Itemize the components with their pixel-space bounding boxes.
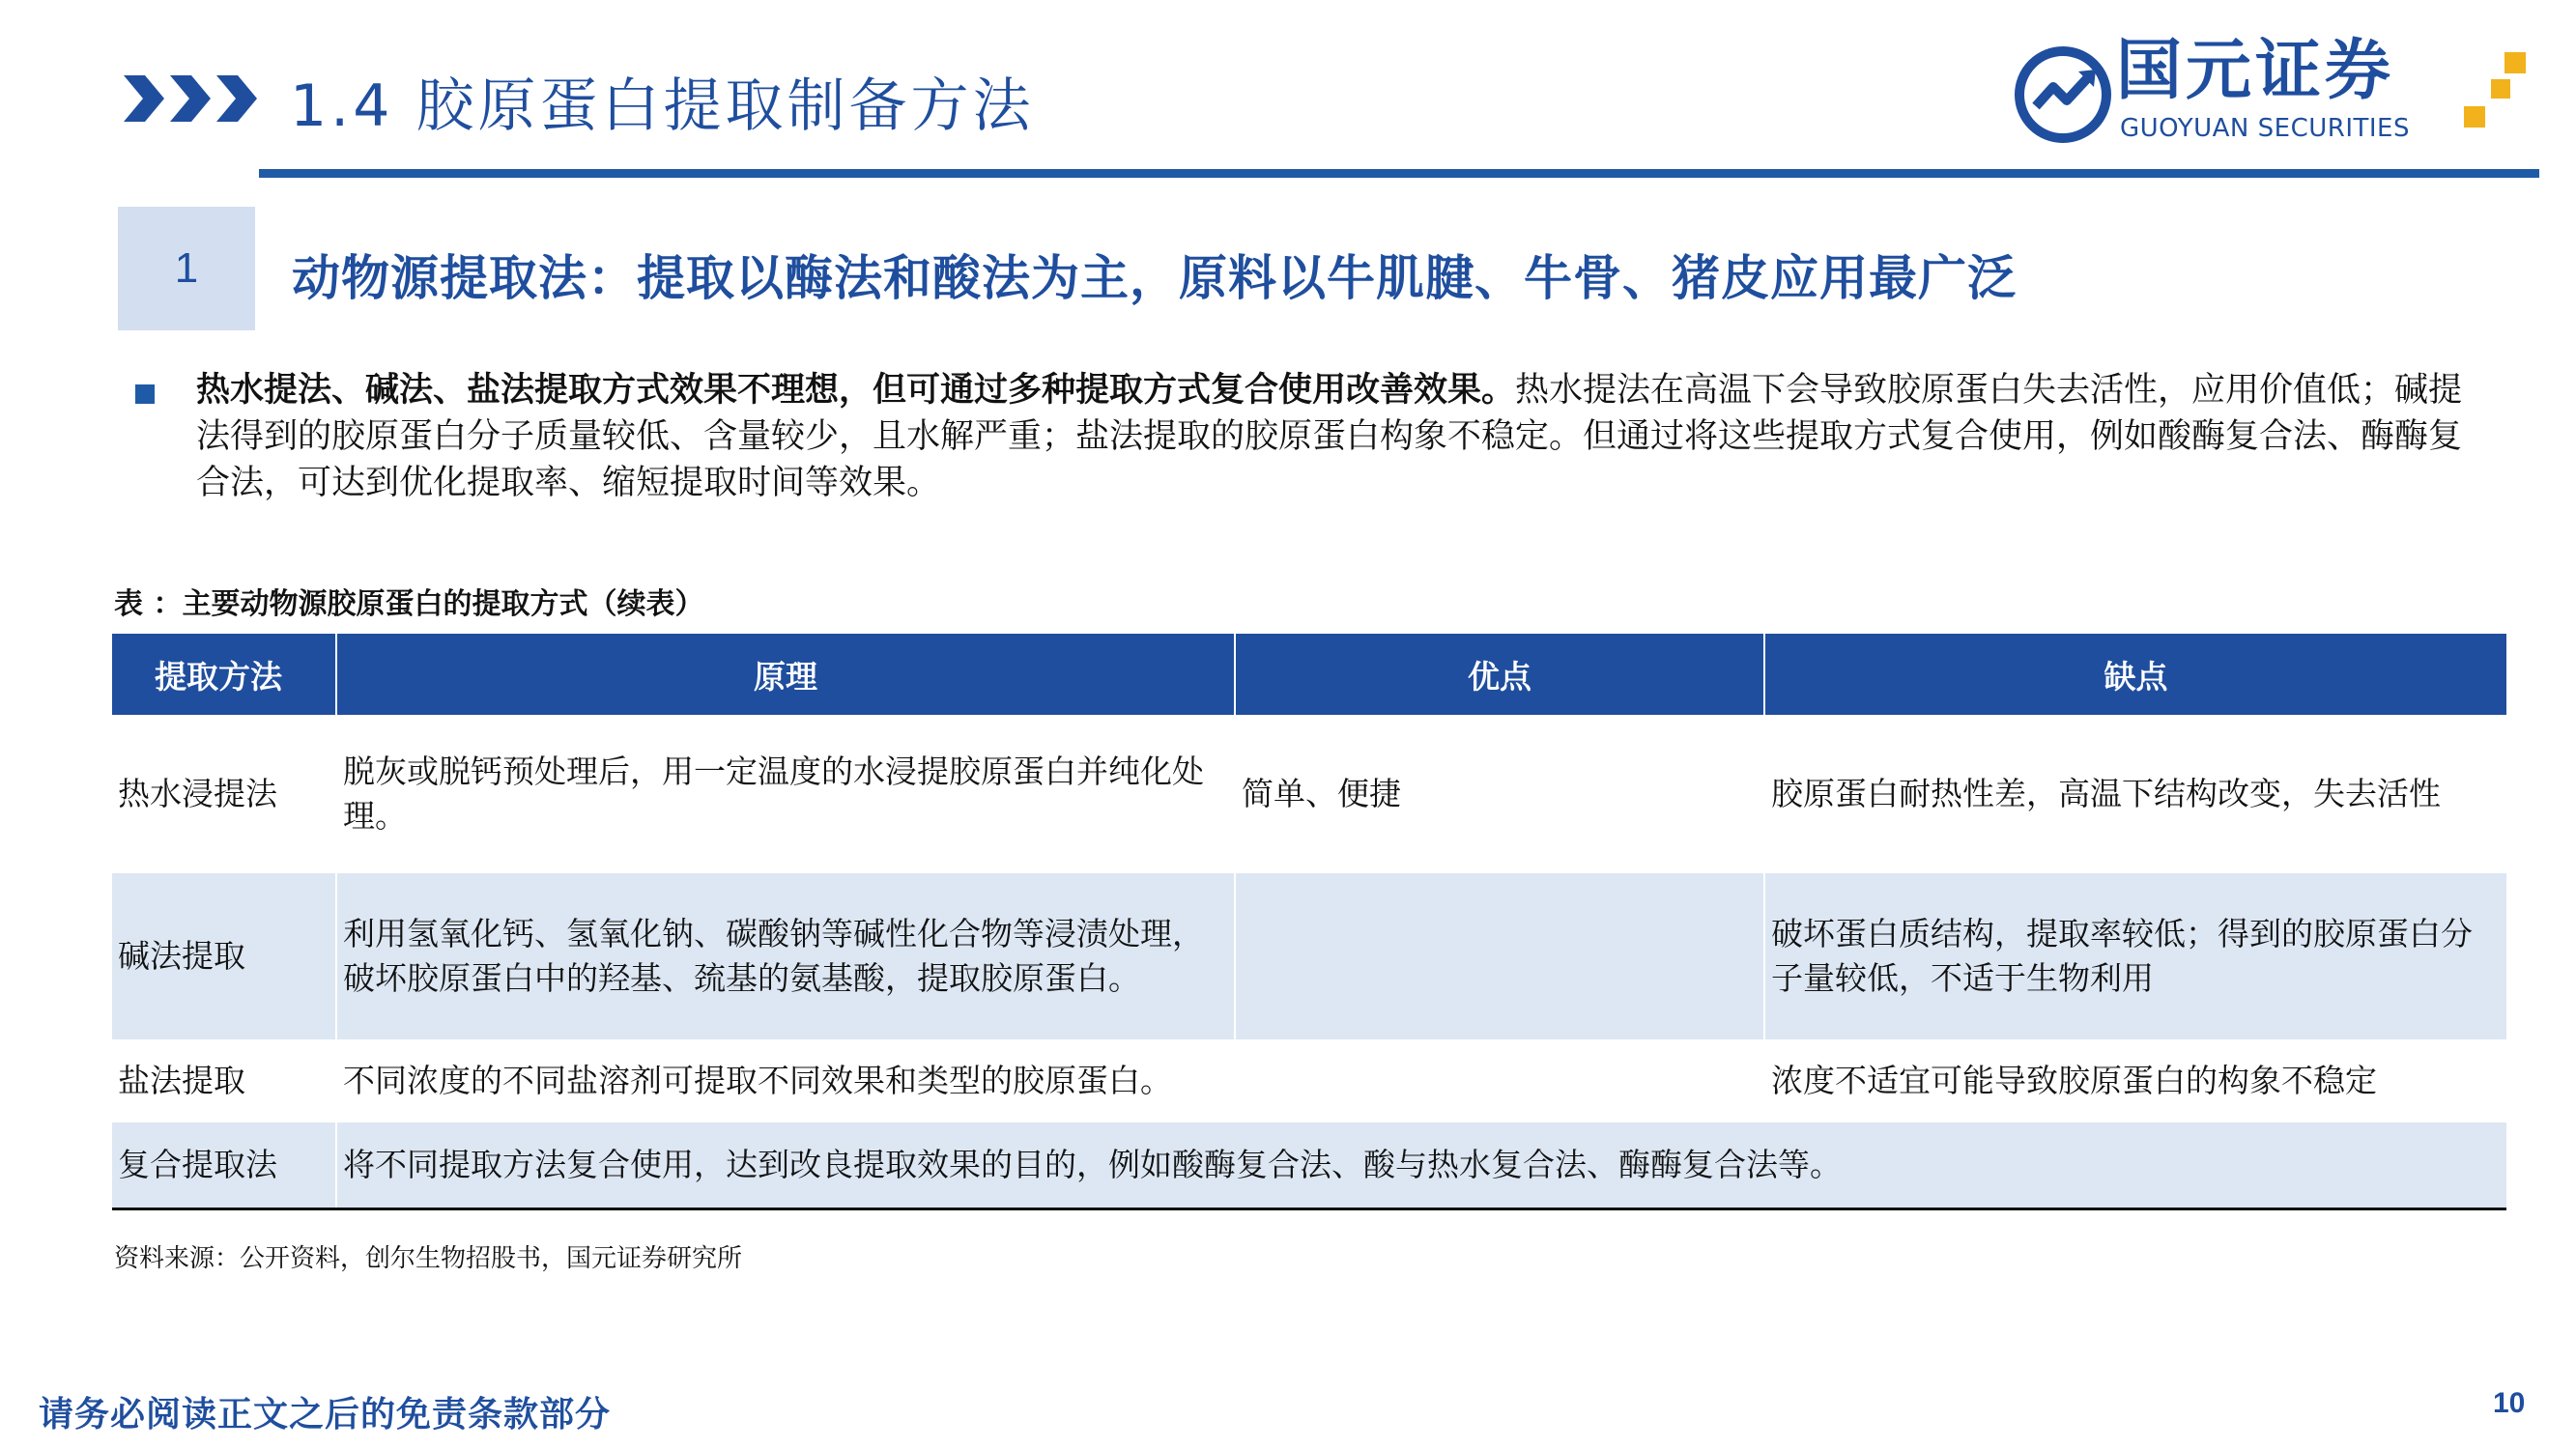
cell-principle: 将不同提取方法复合使用，达到改良提取效果的目的，例如酸酶复合法、酸与热水复合法、酶酶复合法等。 [336,1122,2506,1209]
body-paragraph [196,367,2467,506]
table-row [112,715,2506,873]
logo-chinese-name: 国元证券 [2116,33,2395,109]
page-number: 10 [2493,1387,2526,1419]
table-source-note: 资料来源：公开资料，创尔生物招股书，国元证券研究所 [114,1244,743,1273]
gold-squares-icon [2445,48,2532,137]
table-header-row [112,634,2506,715]
cell-cons: 破坏蛋白质结构，提取率较低；得到的胶原蛋白分子量较低，不适于生物利用 [1764,873,2506,1039]
header-principle: 原理 [336,634,1235,715]
table-row [112,1122,2506,1209]
chevron-arrows-icon [124,70,261,128]
section-number: 1 [174,244,199,292]
extraction-methods-table [112,634,2506,1210]
cell-method: 盐法提取 [112,1039,336,1122]
cell-method: 热水浸提法 [112,715,336,873]
title-underline [259,169,2539,178]
cell-cons: 胶原蛋白耐热性差，高温下结构改变，失去活性 [1771,775,2441,812]
guoyuan-logo-icon [2015,46,2111,143]
cell-pros: 简单、便捷 [1235,715,1764,873]
header-cons: 缺点 [1764,634,2506,715]
logo-english-name: GUOYUAN SECURITIES [2120,114,2410,143]
table-caption: 表 ：主要动物源胶原蛋白的提取方式（续表） [114,587,704,621]
cell-pros [1235,873,1764,1039]
header-pros: 优点 [1235,634,1764,715]
header-method: 提取方法 [112,634,336,715]
section-title: 动物源提取法：提取以酶法和酸法为主，原料以牛肌腱、牛骨、猪皮应用最广泛 [292,249,2017,306]
cell-method: 碱法提取 [112,873,336,1039]
disclaimer-text: 请务必阅读正文之后的免责条款部分 [39,1394,612,1435]
cell-cons: 浓度不适宜可能导致胶原蛋白的构象不稳定 [1771,1062,2377,1099]
table-row [112,1039,2506,1122]
cell-principle: 利用氢氧化钙、氢氧化钠、碳酸钠等碱性化合物等浸渍处理，破坏胶原蛋白中的羟基、巯基的氨基酸，提取胶原蛋白。 [336,873,1235,1039]
table-row [112,873,2506,1039]
cell-method: 复合提取法 [112,1122,336,1209]
cell-principle: 脱灰或脱钙预处理后，用一定温度的水浸提胶原蛋白并纯化处理。 [336,715,1235,873]
bullet-square-icon [135,384,155,404]
page-title: 1.4 胶原蛋白提取制备方法 [290,72,1035,140]
paragraph-bold-lead: 热水提法、碱法、盐法提取方式效果不理想，但可通过多种提取方式复合使用改善效果。 [196,370,1516,410]
paragraph-body: 热水提法在高温下会导致胶原蛋白失去活性，应用价值低；碱提法得到的胶原蛋白分子质量较低、含量较少，且水解严重；盐法提取的胶原蛋白构象不稳定。但通过将这些提取方式复合使用，例如酸酶复合法、酶酶复合法，可达到优化提取率、缩短提取时间等效果。 [196,371,2463,502]
cell-pros [1235,1039,1764,1122]
cell-principle: 不同浓度的不同盐溶剂可提取不同效果和类型的胶原蛋白。 [336,1039,1235,1122]
